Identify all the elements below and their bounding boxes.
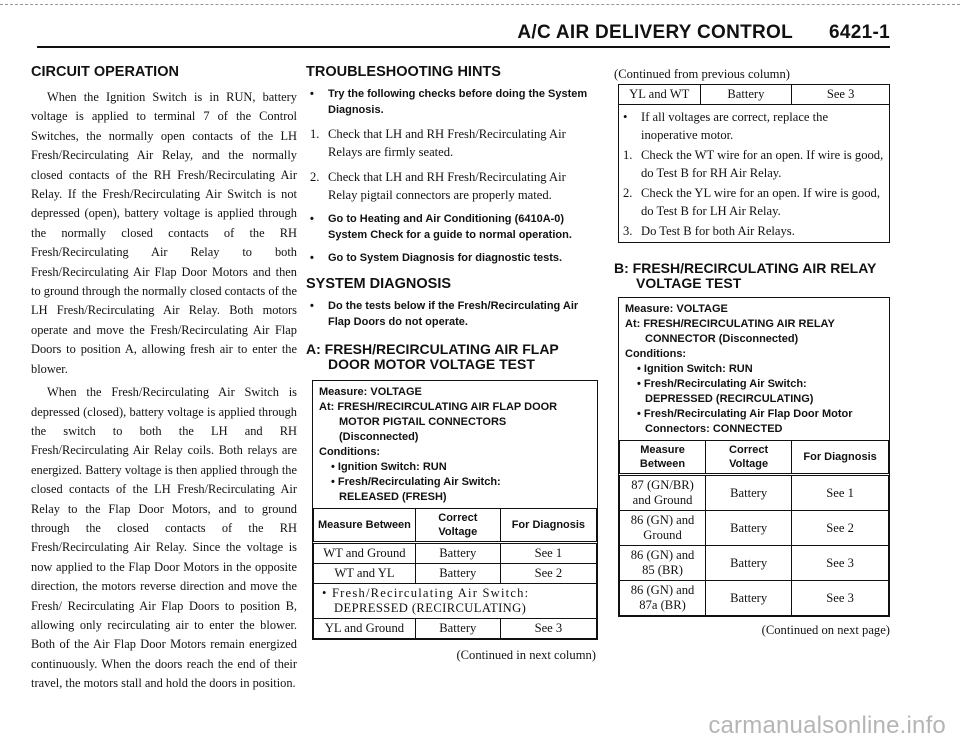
table-row: 87 (GN/BR) and Ground Battery See 1 — [620, 475, 889, 511]
continued-notes — [619, 108, 885, 240]
col-measure-between: Measure Between — [620, 441, 706, 475]
table-row: WT and Ground Battery See 1 — [314, 543, 597, 564]
page-number: 6421-1 — [829, 22, 890, 43]
col-measure-between: Measure Between — [314, 509, 416, 543]
test-b-table — [619, 440, 889, 616]
header-rule — [37, 46, 890, 48]
table-row: 86 (GN) and Ground Battery See 2 — [620, 511, 889, 546]
circuit-paragraph-1: When the Ignition Switch is in RUN, battery voltage is applied to terminal 7 of the Control Switches, the normally open contacts of the LH Fresh/Recirculating Air Relay, and the normally closed contacts of the RH Fresh/Recirculating Air Relay. If the Fresh/Recirculating Air Switch is not depressed (open), battery voltage is applied through the normally closed contacts of the RH Fresh/Recirculating Air Relay to both Fresh/Recirculating Air Flap Door Motors and then to ground through the normally closed contacts of the LH Fresh/Recirculating Air Relay. Both motors operate and move the Fresh/Recirculating Air Flap Doors to position A, allowing fresh air to enter the blower. — [31, 90, 297, 376]
table-row: YL and Ground Battery See 3 — [314, 619, 597, 639]
test-a-heading: A: FRESH/RECIRCULATING AIR FLAP DOOR MOTOR VOLTAGE TEST — [306, 341, 559, 372]
list-item: • Do the tests below if the Fresh/Recirculating Air Flap Doors do not operate. — [310, 300, 579, 328]
list-item: • If all voltages are correct, replace the inoperative motor. — [623, 110, 829, 142]
test-a-spec: Measure: VOLTAGE At: FRESH/RECIRCULATING AIR FLAP DOOR MOTOR PIGTAIL CONNECTORS (Disconnected) Conditions: • Ignition Switch: RUN • Fresh/Recirculating Air Switch: RELEASED (FRESH) — [319, 386, 558, 503]
table-row: 86 (GN) and 87a (BR) Battery See 3 — [620, 581, 889, 616]
col-correct-voltage: Correct Voltage — [415, 509, 500, 543]
list-item: 2. Check the YL wire for an open. If wire is good, do Test B for LH Air Relay. — [623, 186, 880, 218]
troubleshooting-list — [306, 86, 596, 266]
continued-next-column: (Continued in next column) — [456, 648, 596, 662]
top-border-line — [0, 4, 960, 5]
list-item: 2. Check that LH and RH Fresh/Recirculating Air Relay pigtail connectors are properly mated. — [310, 170, 566, 202]
test-b-spec: Measure: VOLTAGE At: FRESH/RECIRCULATING AIR RELAY CONNECTOR (Disconnected) Conditions: • Ignition Switch: RUN • Fresh/Recirculating Air Switch: DEPRESSED (RECIRCULATING) • Fresh/Recirculating Air Flap Door Motor Connectors: CONNECTED — [625, 303, 853, 435]
circuit-paragraph-2: When the Fresh/Recirculating Air Switch is depressed (closed), battery voltage is applied through the switch to both the LH and RH Fresh/Recirculating Air Relay coils. Both relays are energized. Battery voltage is then applied through the closed contacts of the LH Fresh/Recirculating Air Relay to the Flap Door Motors, and to ground through the closed contacts of the RH Fresh/Recirculating Air Relay. Since the voltage is now applied to the Flap Door Motors in the opposite direction, the motors reverse direction and move the Fresh/ Recirculating Air Flap Doors to position B, allowing only recirculating air to enter the blower. Both of the Air Flap Door Motors remain energized continuously. When the doors reach the end of their travel, the motors stall and hold the doors in position. — [31, 385, 297, 691]
list-item: 1. Check the WT wire for an open. If wire is good, do Test B for RH Air Relay. — [623, 148, 884, 180]
table-row: 86 (GN) and 85 (BR) Battery See 3 — [620, 546, 889, 581]
watermark: carmanualsonline.info — [708, 712, 946, 739]
system-diagnosis-list — [306, 298, 596, 330]
list-item: • Try the following checks before doing the System Diagnosis. — [310, 88, 588, 116]
continued-next-page: (Continued on next page) — [761, 623, 890, 637]
col-correct-voltage: Correct Voltage — [706, 441, 792, 475]
table-row: WT and YL Battery See 2 — [314, 564, 597, 584]
continued-box — [618, 84, 890, 243]
list-item: 1. Check that LH and RH Fresh/Recirculating Air Relays are firmly seated. — [310, 127, 566, 159]
mid-condition: • Fresh/Recirculating Air Switch: DEPRESSED (RECIRCULATING) — [314, 584, 597, 619]
test-a-box — [312, 380, 598, 640]
col-for-diagnosis: For Diagnosis — [500, 509, 596, 543]
list-item: • Go to System Diagnosis for diagnostic tests. — [310, 252, 563, 264]
system-diagnosis-heading: SYSTEM DIAGNOSIS — [306, 276, 452, 292]
continued-table — [619, 85, 889, 105]
section-title: A/C AIR DELIVERY CONTROL — [517, 22, 794, 43]
test-b-heading: B: FRESH/RECIRCULATING AIR RELAY VOLTAGE TEST — [614, 260, 877, 291]
troubleshooting-heading: TROUBLESHOOTING HINTS — [306, 64, 501, 80]
continued-from-previous: (Continued from previous column) — [614, 67, 790, 81]
column-troubleshooting — [306, 64, 596, 663]
table-row: YL and WT Battery See 3 — [619, 85, 889, 105]
column-circuit-operation — [31, 64, 297, 694]
test-a-table — [313, 508, 597, 639]
list-item: 3. Do Test B for both Air Relays. — [623, 224, 795, 238]
col-for-diagnosis: For Diagnosis — [792, 441, 889, 475]
list-item: • Go to Heating and Air Conditioning (6410A-0) System Check for a guide to normal operation. — [310, 213, 572, 241]
test-b-box — [618, 297, 890, 617]
page-header — [517, 22, 890, 44]
circuit-operation-heading: CIRCUIT OPERATION — [31, 64, 179, 80]
column-continued — [614, 66, 890, 638]
